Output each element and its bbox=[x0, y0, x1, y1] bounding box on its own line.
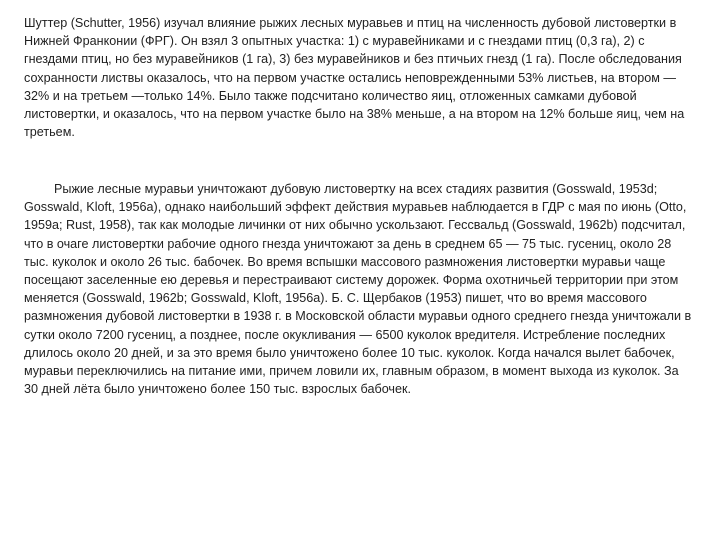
paragraph-schutter-study: Шуттер (Schutter, 1956) изучал влияние рыжих лесных муравьев и птиц на численность дубовой листовертки в Нижней Франконии (ФРГ). Он взял 3 опытных участка: 1) с муравейниками и с гнездами птиц (0,3 га), 2) с гнездами птиц, но без муравейников (1 га), 3) без муравейников и без птичьих гнезд (1 га). После обследования сохранности листвы оказалось, что на первом участке остались неповрежденными 53% листьев, на втором — 32% и на третьем —только 14%. Было также подсчитано количество яиц, отложенных самками дубовой листовертки, и оказалось, что на первом участке было на 38% меньше, а на втором на 12% больше яиц, чем на третьем. bbox=[24, 16, 685, 140]
paragraph-ants-destroy-leafroller: Рыжие лесные муравьи уничтожают дубовую листовертку на всех стадиях развития (Gosswald, 1953d; Gosswald, Kloft, 1956a), однако наибольший эффект действия муравьев наблюдается в ГДР с мая по июнь (Otto, 1959a; Rust, 1958), так как молодые личинки от них обычно ускользают. Гессвальд (Gosswald, 1962b) подсчитал, что в очаге листовертки рабочие одного гнезда уничтожают за день в среднем 65 — 75 тыс. гусениц, около 28 тыс. куколок и около 26 тыс. бабочек. Во время вспышки массового размножения листовертки муравьи чаще посещают заселенные ею деревья и перестраивают систему дорожек. Форма охотничьей территории при этом меняется (Gosswald, 1962b; Gosswald, Kloft, 1956a). Б. С. Щербаков (1953) пишет, что во время массового размножения дубовой листовертки в 1938 г. в Московской области муравьи одного среднего гнезда уничтожали в сутки около 7200 гусениц, а позднее, после окукливания — 6500 куколок вредителя. Истребление последних длилось около 20 дней, и за это время было уничтожено более 10 тыс. куколок. Когда начался вылет бабочек, муравьи переключились на питание ими, причем ловили их, главным образом, в момент выхода из куколок. За 30 дней лёта было уничтожено более 150 тыс. взрослых бабочек. bbox=[24, 182, 692, 397]
